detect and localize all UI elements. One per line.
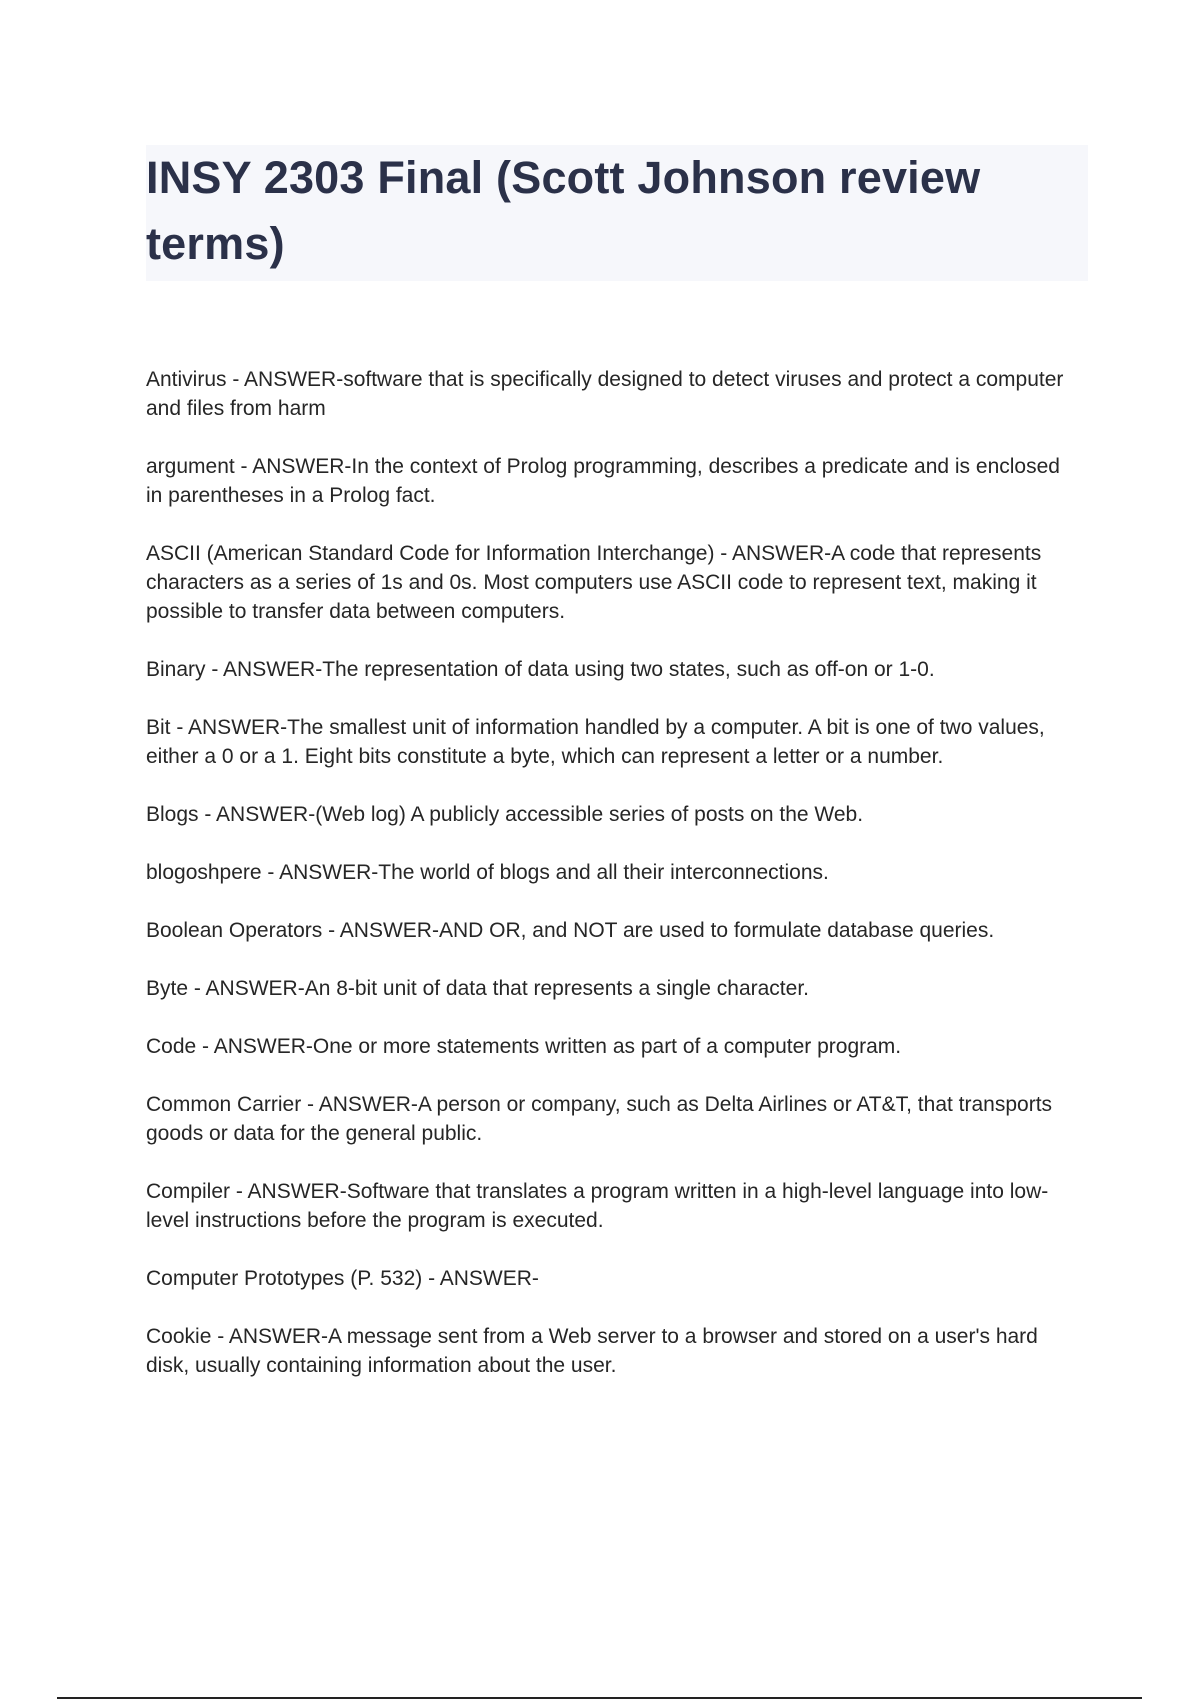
term-item: blogoshpere - ANSWER-The world of blogs and all their interconnections. [146, 861, 829, 884]
term-item: Antivirus - ANSWER-software that is specifically designed to detect viruses and protect a computer and files from harm [146, 368, 1064, 420]
title-box [146, 145, 1088, 281]
term-list [146, 365, 1076, 1409]
term-item: Binary - ANSWER-The representation of data using two states, such as off-on or 1-0. [146, 658, 935, 681]
term-item: Boolean Operators - ANSWER-AND OR, and NOT are used to formulate database queries. [146, 919, 995, 942]
page-title: INSY 2303 Final (Scott Johnson review terms) [146, 152, 981, 269]
term-item: Code - ANSWER-One or more statements written as part of a computer program. [146, 1035, 902, 1058]
term-item: argument - ANSWER-In the context of Prolog programming, describes a predicate and is enclosed in parentheses in a Prolog fact. [146, 455, 1060, 507]
term-item: ASCII (American Standard Code for Information Interchange) - ANSWER-A code that represents characters as a series of 1s and 0s. Most computers use ASCII code to represent text, making it possible to transfer data between computers. [146, 542, 1042, 623]
term-item: Bit - ANSWER-The smallest unit of information handled by a computer. A bit is one of two values, either a 0 or a 1. Eight bits constitute a byte, which can represent a letter or a number. [146, 716, 1045, 768]
term-item: Cookie - ANSWER-A message sent from a Web server to a browser and stored on a user's hard disk, usually containing information about the user. [146, 1325, 1038, 1377]
term-item: Common Carrier - ANSWER-A person or company, such as Delta Airlines or AT&T, that transports goods or data for the general public. [146, 1093, 1053, 1145]
term-item: Compiler - ANSWER-Software that translates a program written in a high-level language into low-level instructions before the program is executed. [146, 1180, 1049, 1232]
term-item: Computer Prototypes (P. 532) - ANSWER- [146, 1267, 539, 1290]
term-item: Blogs - ANSWER-(Web log) A publicly accessible series of posts on the Web. [146, 803, 864, 826]
term-item: Byte - ANSWER-An 8-bit unit of data that represents a single character. [146, 977, 809, 1000]
page-bottom-rule [57, 1697, 1142, 1699]
